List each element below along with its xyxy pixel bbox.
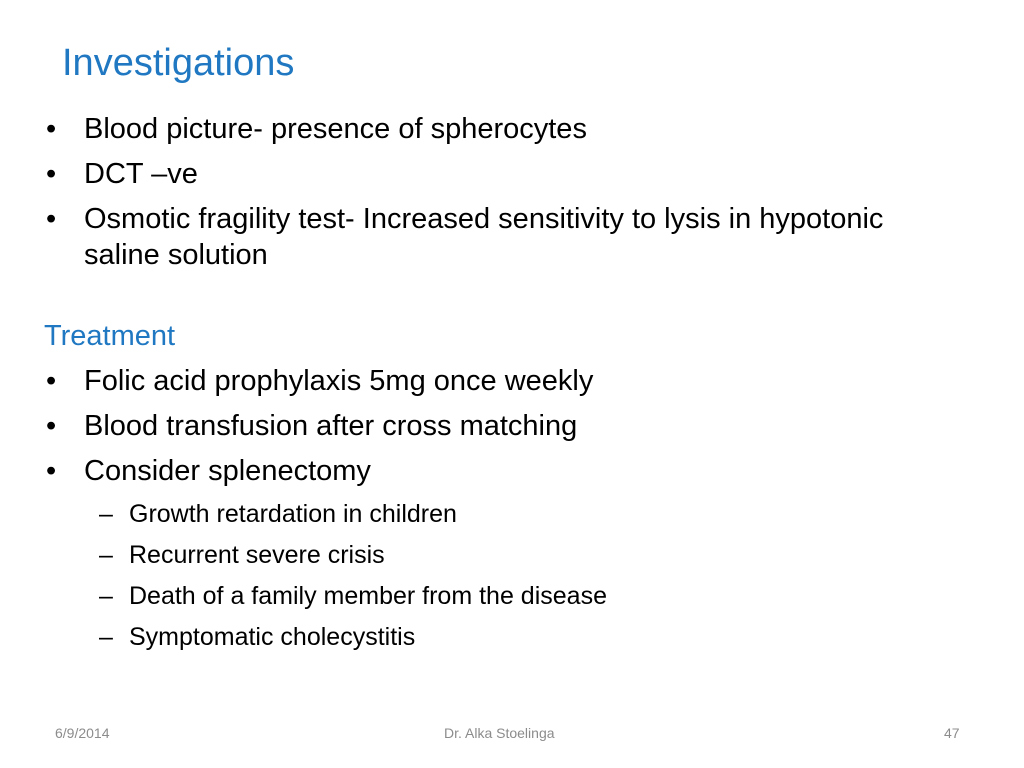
bullet-text: Consider splenectomy — [84, 455, 371, 487]
slide-content — [44, 111, 944, 662]
bullet-text: Osmotic fragility test- Increased sensitivity to lysis in hypotonic saline solution — [84, 203, 884, 271]
footer-page-number: 47 — [944, 725, 960, 741]
bullet-item — [44, 201, 944, 273]
bullet-item — [44, 111, 944, 147]
footer-author: Dr. Alka Stoelinga — [444, 725, 555, 741]
bullet-text: DCT –ve — [84, 158, 198, 190]
sub-bullet-text: Symptomatic cholecystitis — [129, 623, 416, 651]
bullet-icon: • — [46, 113, 57, 145]
sub-bullet-item — [44, 539, 944, 571]
section-heading-treatment: Treatment — [44, 320, 176, 352]
bullet-item — [44, 453, 944, 489]
bullet-item — [44, 156, 944, 192]
dash-icon: – — [99, 541, 113, 569]
sub-bullet-text: Death of a family member from the disease — [129, 582, 607, 610]
bullet-icon: • — [46, 410, 57, 442]
bullet-text: Blood picture- presence of spherocytes — [84, 113, 587, 145]
bullet-icon: • — [46, 158, 57, 190]
bullet-item — [44, 363, 944, 399]
bullet-icon: • — [46, 455, 57, 487]
sub-bullet-item — [44, 498, 944, 530]
bullet-item — [44, 408, 944, 444]
sub-bullet-item — [44, 621, 944, 653]
footer-date: 6/9/2014 — [55, 725, 110, 741]
slide-title: Investigations — [62, 42, 295, 84]
bullet-icon: • — [46, 203, 57, 235]
bullet-text: Blood transfusion after cross matching — [84, 410, 578, 442]
bullet-icon: • — [46, 365, 57, 397]
dash-icon: – — [99, 500, 113, 528]
bullet-text: Folic acid prophylaxis 5mg once weekly — [84, 365, 594, 397]
sub-bullet-text: Recurrent severe crisis — [129, 541, 385, 569]
sub-bullet-text: Growth retardation in children — [129, 500, 457, 528]
dash-icon: – — [99, 582, 113, 610]
sub-bullet-item — [44, 580, 944, 612]
dash-icon: – — [99, 623, 113, 651]
